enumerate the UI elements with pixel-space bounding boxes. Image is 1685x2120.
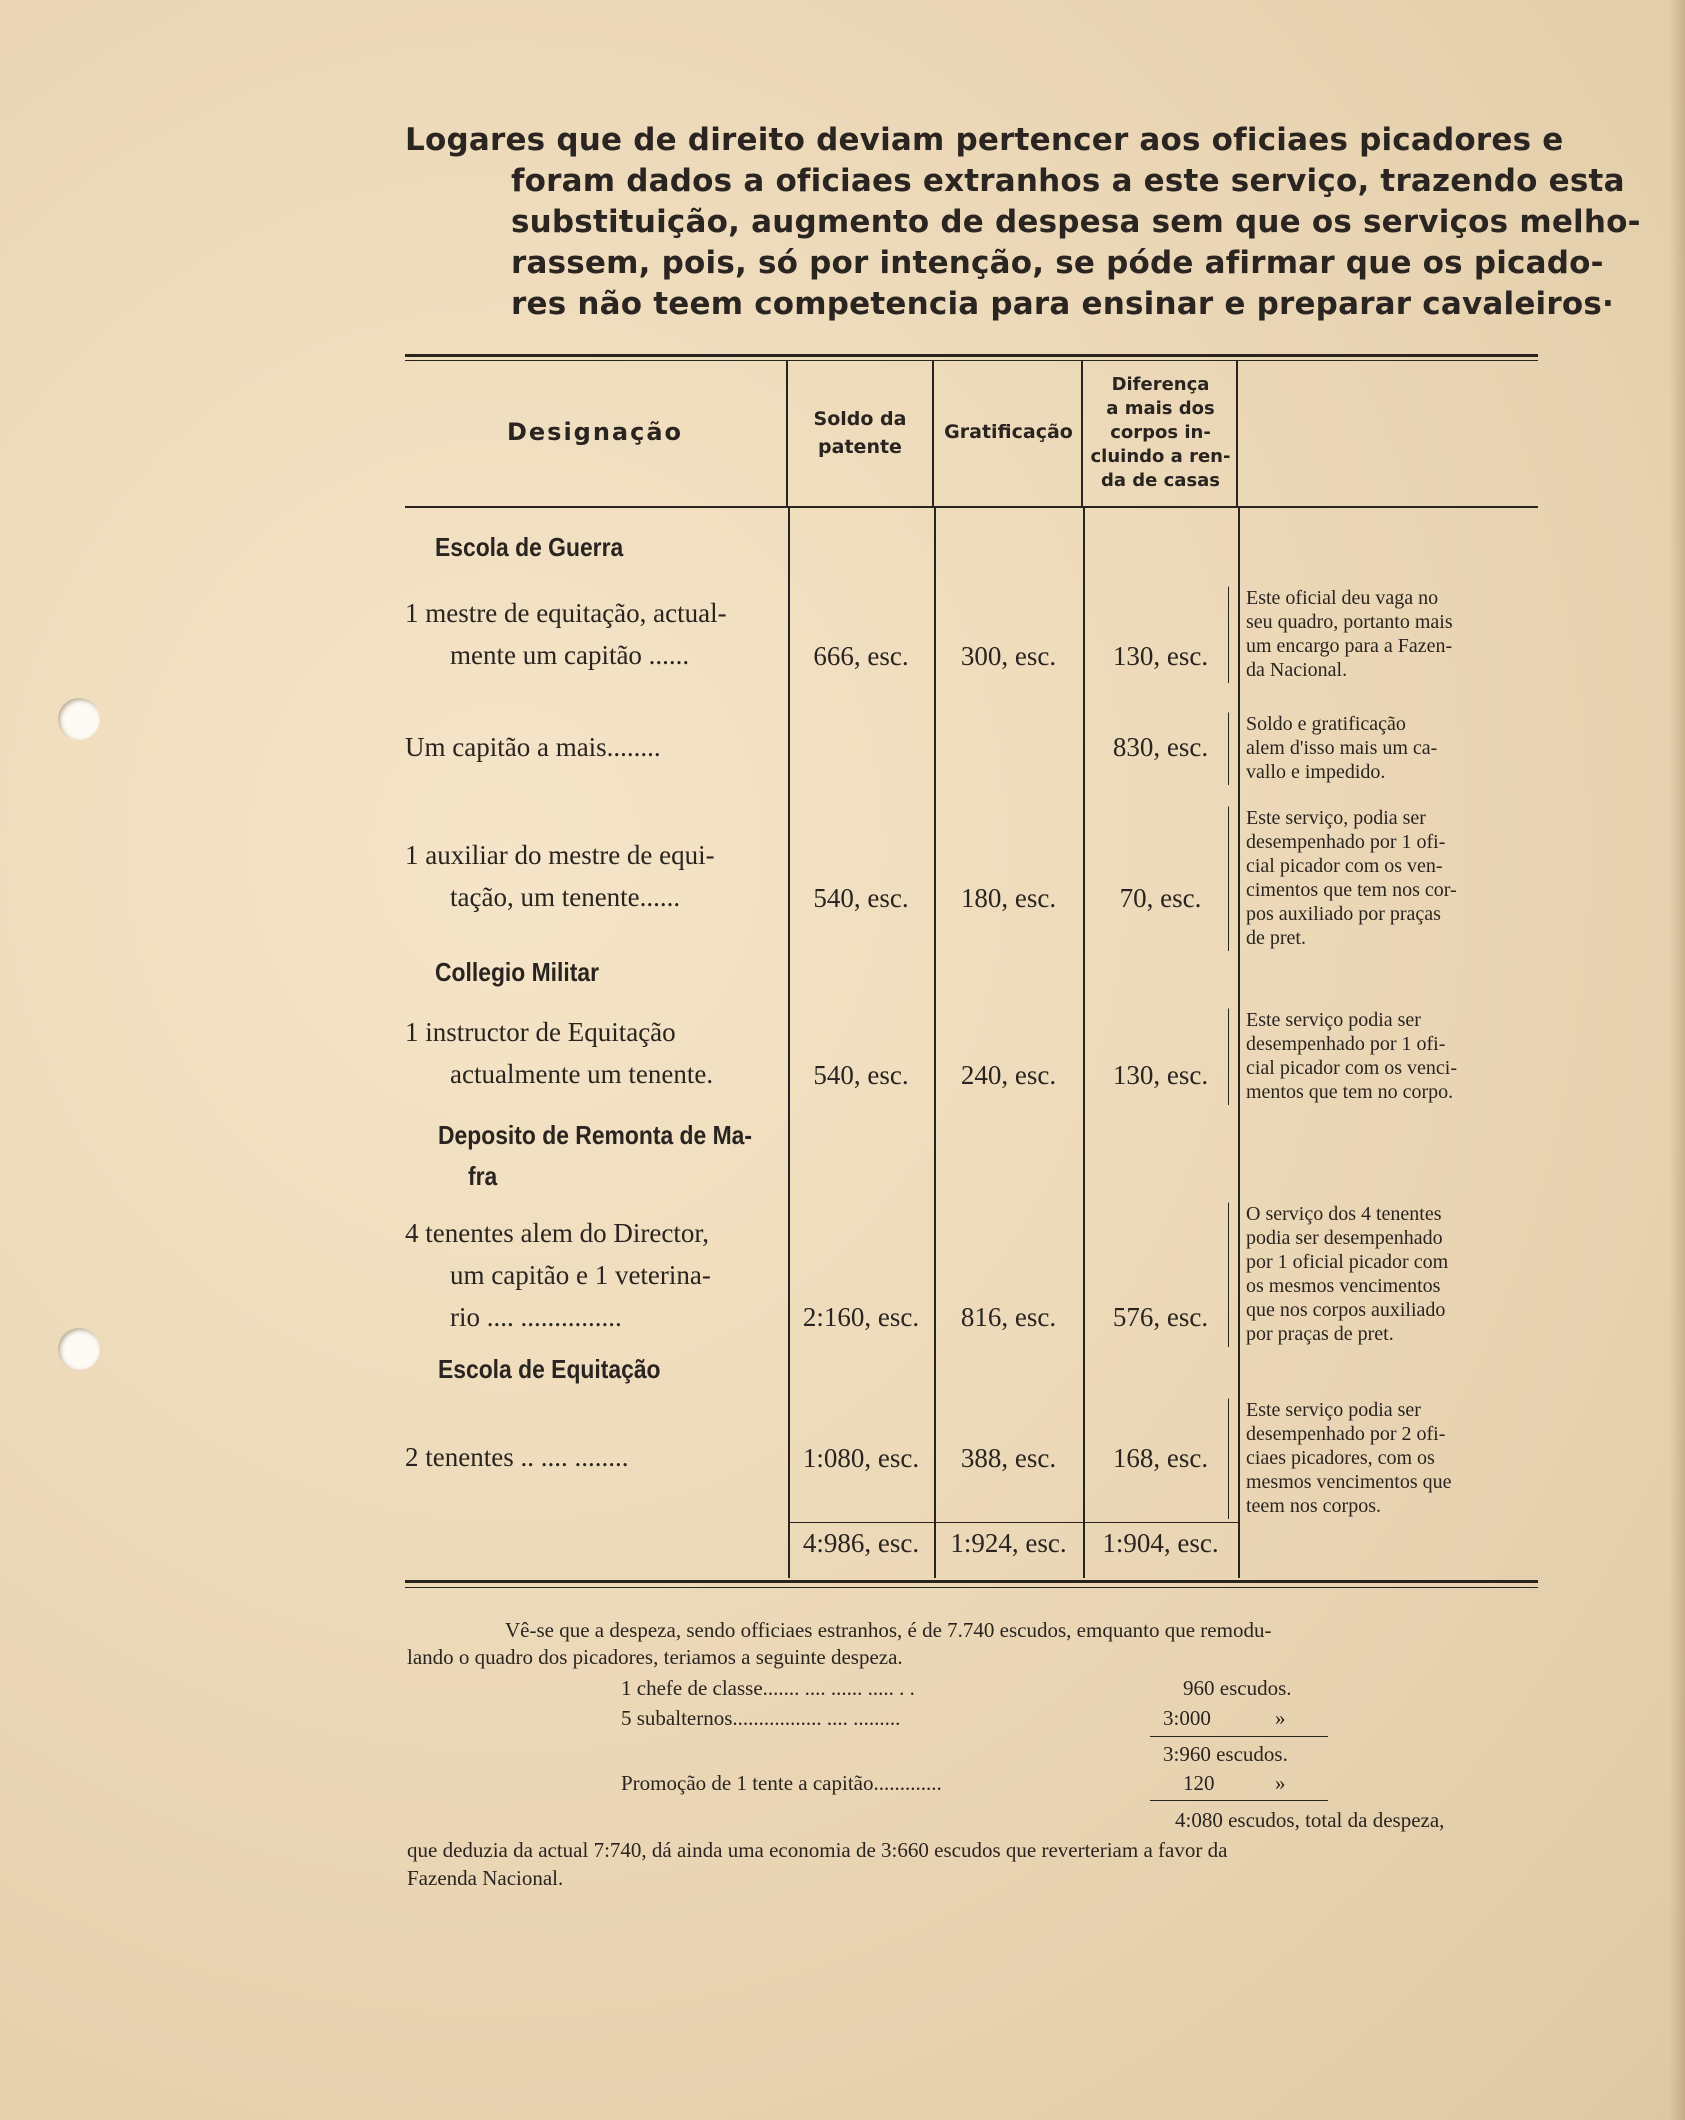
note-line: alem d'isso mais um ca- — [1246, 737, 1438, 759]
note-line: desempenhado por 2 ofi- — [1246, 1423, 1446, 1445]
note-line: os mesmos vencimentos — [1246, 1275, 1441, 1297]
calc-label: 5 subalternos................. .... ......... — [621, 1706, 901, 1730]
note-line: teem nos corpos. — [1246, 1495, 1381, 1517]
footer-paragraph: que deduzia da actual 7:740, dá ainda uma economia de 3:660 escudos que reverteriam a favor da — [407, 1838, 1228, 1862]
header-diferenca-line: cluindo a ren- — [1090, 446, 1231, 467]
note-line: mesmos vencimentos que — [1246, 1471, 1452, 1493]
note-brace — [1228, 712, 1241, 785]
row-designacao: mente um capitão ...... — [450, 640, 690, 670]
note-line: desempenhado por 1 ofi- — [1246, 1033, 1446, 1055]
row-designacao: um capitão e 1 veterina- — [450, 1260, 711, 1290]
row-note — [1246, 1202, 1546, 1346]
note-brace — [1228, 1202, 1241, 1347]
note-brace — [1228, 806, 1241, 951]
note-line: podia ser desempenhado — [1246, 1227, 1443, 1249]
punch-hole-bottom — [58, 1328, 100, 1370]
section-deposito-remonta-cont: fra — [468, 1161, 498, 1191]
header-diferenca-line: Diferença — [1111, 374, 1210, 395]
heading-line: substituição, augmento de despesa sem que os serviços melho- — [511, 204, 1641, 240]
note-line: Este serviço podia ser — [1246, 1009, 1421, 1031]
calc-rule — [1150, 1736, 1328, 1737]
row-gratificacao: 388, esc. — [960, 1443, 1057, 1473]
row-soldo: 666, esc. — [813, 641, 909, 671]
note-line: um encargo para a Fazen- — [1246, 635, 1453, 657]
header-designacao: Designação — [506, 418, 684, 446]
note-line: que nos corpos auxiliado — [1246, 1299, 1446, 1321]
note-line: O serviço dos 4 tenentes — [1246, 1203, 1442, 1225]
note-line: cial picador com os ven- — [1246, 855, 1443, 877]
heading-line: foram dados a oficiaes extranhos a este serviço, trazendo esta — [511, 163, 1625, 199]
row-note — [1246, 586, 1546, 682]
header-soldo-line: Soldo da — [813, 408, 907, 430]
calc-value: 120 — [1183, 1771, 1215, 1795]
note-line: Este serviço podia ser — [1246, 1399, 1421, 1421]
heading-line: res não teem competencia para ensinar e preparar cavaleiros· — [511, 286, 1614, 322]
calc-label: Promoção de 1 tente a capitão............. — [621, 1771, 942, 1795]
header-diferenca — [1083, 373, 1238, 493]
row-designacao: 1 auxiliar do mestre de equi- — [405, 840, 715, 870]
row-designacao: Um capitão a mais........ — [405, 732, 661, 762]
row-diferenca: 168, esc. — [1112, 1443, 1209, 1473]
note-line: da Nacional. — [1246, 659, 1348, 681]
row-designacao: rio .... ............... — [450, 1302, 622, 1332]
page-edge — [1669, 0, 1685, 2120]
header-gratificacao: Gratificação — [944, 421, 1073, 443]
row-designacao: actualmente um tenente. — [450, 1059, 714, 1089]
row-note — [1246, 1008, 1546, 1104]
row-designacao: 1 instructor de Equitação — [405, 1017, 676, 1047]
row-soldo: 2:160, esc. — [802, 1302, 920, 1332]
row-gratificacao: 300, esc. — [960, 641, 1057, 671]
note-line: vallo e impedido. — [1246, 761, 1386, 783]
row-diferenca: 130, esc. — [1112, 641, 1209, 671]
calc-total: 4:080 escudos, total da despeza, — [1175, 1808, 1445, 1832]
note-line: cimentos que tem nos cor- — [1246, 879, 1457, 901]
calc-unit: » — [1275, 1771, 1286, 1795]
note-line: desempenhado por 1 ofi- — [1246, 831, 1446, 853]
table-bottom-rule — [405, 1580, 1538, 1583]
note-brace — [1228, 1008, 1241, 1105]
table-top-rule-thin — [405, 360, 1538, 361]
note-line: ciaes picadores, com os — [1246, 1447, 1435, 1469]
calc-value: 960 escudos. — [1183, 1676, 1292, 1700]
section-escola-equitacao: Escola de Equitação — [438, 1354, 661, 1384]
row-designacao: 1 mestre de equitação, actual- — [405, 598, 727, 628]
heading-line: Logares que de direito deviam pertencer aos oficiaes picadores e — [405, 122, 1564, 158]
section-collegio-militar: Collegio Militar — [435, 957, 599, 987]
row-gratificacao: 816, esc. — [960, 1302, 1057, 1332]
table-bottom-rule-thin — [405, 1587, 1538, 1588]
row-gratificacao: 180, esc. — [960, 883, 1057, 913]
total-gratificacao: 1:924, esc. — [950, 1528, 1067, 1558]
row-note — [1246, 1398, 1546, 1518]
total-soldo: 4:986, esc. — [802, 1528, 920, 1558]
note-line: seu quadro, portanto mais — [1246, 611, 1453, 633]
row-diferenca: 70, esc. — [1119, 883, 1202, 913]
note-line: por praças de pret. — [1246, 1323, 1394, 1345]
header-diferenca-line: a mais dos — [1106, 398, 1215, 419]
row-note — [1246, 806, 1546, 950]
calc-rule — [1150, 1800, 1328, 1801]
header-diferenca-line: corpos in- — [1110, 422, 1211, 443]
heading-line: rassem, pois, só por intenção, se póde afirmar que os picado- — [511, 245, 1604, 281]
footer-paragraph: Vê-se que a despeza, sendo officiaes estranhos, é de 7.740 escudos, emquanto que remodu- — [505, 1618, 1272, 1642]
row-designacao: 2 tenentes .. .... ........ — [405, 1442, 629, 1472]
note-line: cial picador com os venci- — [1246, 1057, 1458, 1079]
note-brace — [1228, 586, 1241, 683]
section-deposito-remonta: Deposito de Remonta de Ma- — [438, 1120, 753, 1150]
row-gratificacao: 240, esc. — [960, 1060, 1057, 1090]
row-soldo: 1:080, esc. — [802, 1443, 920, 1473]
page-heading — [405, 120, 1641, 325]
row-diferenca: 830, esc. — [1112, 732, 1209, 762]
row-note — [1246, 712, 1546, 784]
row-designacao: tação, um tenente...... — [450, 882, 681, 912]
footer-paragraph: lando o quadro dos picadores, teriamos a seguinte despeza. — [407, 1645, 903, 1669]
note-line: pos auxiliado por praças — [1246, 903, 1441, 925]
section-escola-guerra: Escola de Guerra — [435, 532, 624, 562]
header-bottom-rule — [405, 506, 1538, 508]
row-diferenca: 576, esc. — [1112, 1302, 1209, 1332]
row-diferenca: 130, esc. — [1112, 1060, 1209, 1090]
punch-hole-top — [58, 698, 100, 740]
row-designacao: 4 tenentes alem do Director, — [405, 1218, 710, 1248]
calc-label: 1 chefe de classe....... .... ...... ..... . . — [621, 1676, 915, 1700]
footer-paragraph: Fazenda Nacional. — [407, 1866, 564, 1890]
header-soldo — [788, 405, 932, 461]
note-line: Soldo e gratificação — [1246, 713, 1406, 735]
note-brace — [1228, 1398, 1241, 1519]
calc-unit: » — [1275, 1706, 1286, 1730]
note-line: mentos que tem no corpo. — [1246, 1081, 1454, 1103]
totals-rule — [788, 1522, 1238, 1523]
note-line: Este oficial deu vaga no — [1246, 587, 1439, 609]
row-soldo: 540, esc. — [813, 883, 909, 913]
total-diferenca: 1:904, esc. — [1102, 1528, 1219, 1558]
note-line: Este serviço, podia ser — [1246, 807, 1426, 829]
note-line: por 1 oficial picador com — [1246, 1251, 1449, 1273]
calc-value: 3:000 — [1163, 1706, 1211, 1730]
calc-subtotal: 3:960 escudos. — [1163, 1742, 1288, 1766]
header-soldo-line: patente — [818, 436, 902, 458]
table-top-rule — [405, 354, 1538, 357]
note-line: de pret. — [1246, 927, 1306, 949]
row-soldo: 540, esc. — [813, 1060, 909, 1090]
header-diferenca-line: da de casas — [1100, 470, 1221, 491]
